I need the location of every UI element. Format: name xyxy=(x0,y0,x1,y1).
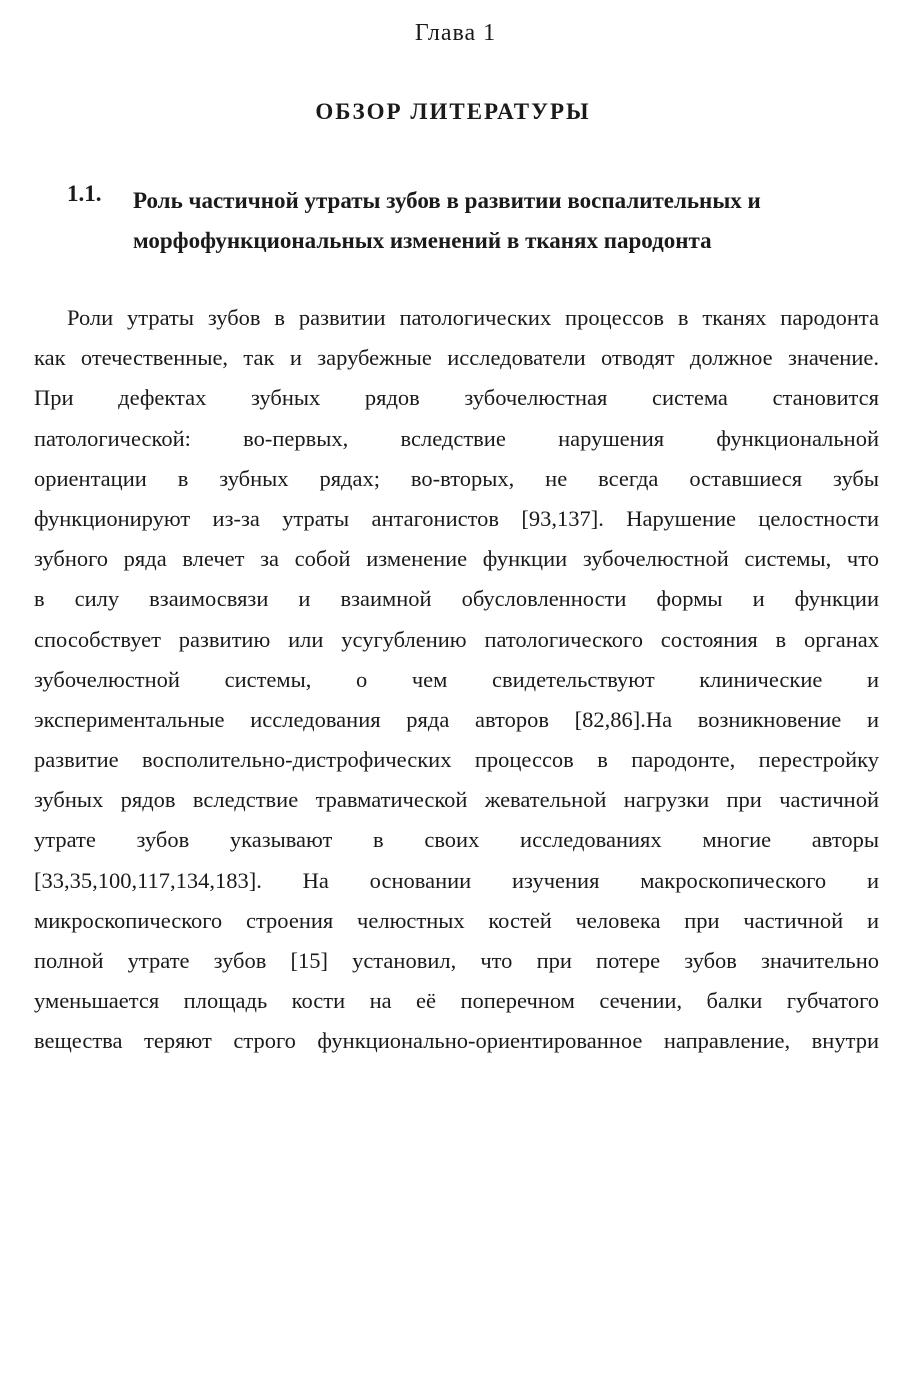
paragraph-line: как отечественные, так и зарубежные исследователи отводят должное значение. xyxy=(34,345,879,371)
section-number: 1.1. xyxy=(67,181,102,206)
paragraph-line: вещества теряют строго функционально-ориентированное направление, внутри xyxy=(34,1028,879,1054)
paragraph-line: развитие восполительно-дистрофических процессов в пародонте, перестройку xyxy=(34,747,879,773)
chapter-heading: Глава 1 xyxy=(414,20,497,46)
section-title-line: Роль частичной утраты зубов в развитии воспалительных и xyxy=(133,188,761,213)
paragraph-line: Роли утраты зубов в развитии патологических процессов в тканях пародонта xyxy=(67,305,879,330)
paragraph-line: зубного ряда влечет за собой изменение функции зубочелюстной системы, что xyxy=(34,546,879,572)
paragraph-line: уменьшается площадь кости на её поперечном сечении, балки губчатого xyxy=(34,988,879,1014)
paragraph-line: патологической: во-первых, вследствие нарушения функциональной xyxy=(34,425,879,451)
paragraph-line: ориентации в зубных рядах; во-вторых, не всегда оставшиеся зубы xyxy=(34,465,879,491)
body-text xyxy=(34,298,879,1062)
section-title-line: морфофункциональных изменений в тканях пародонта xyxy=(133,228,712,253)
paragraph-line: зубных рядов вследствие травматической жевательной нагрузки при частичной xyxy=(34,787,879,813)
section-title xyxy=(133,181,853,261)
paragraph-line: микроскопического строения челюстных костей человека при частичной и xyxy=(34,907,879,933)
paragraph-line: утрате зубов указывают в своих исследованиях многие авторы xyxy=(34,827,879,853)
paragraph-line: в силу взаимосвязи и взаимной обусловленности формы и функции xyxy=(34,586,879,612)
paragraph-line: зубочелюстной системы, о чем свидетельствуют клинические и xyxy=(34,666,879,692)
paragraph-line: функционируют из-за утраты антагонистов [93,137]. Нарушение целостности xyxy=(34,505,879,531)
paragraph-line: При дефектах зубных рядов зубочелюстная система становится xyxy=(34,385,879,411)
paragraph-line: способствует развитию или усугублению патологического состояния в органах xyxy=(34,626,879,652)
paragraph-line: экспериментальные исследования ряда авторов [82,86].На возникновение и xyxy=(34,706,879,732)
page-title: ОБЗОР ЛИТЕРАТУРЫ xyxy=(315,99,591,124)
paragraph-line: [33,35,100,117,134,183]. На основании изучения макроскопического и xyxy=(34,867,879,893)
paragraph-line: полной утрате зубов [15] установил, что при потере зубов значительно xyxy=(34,948,879,973)
